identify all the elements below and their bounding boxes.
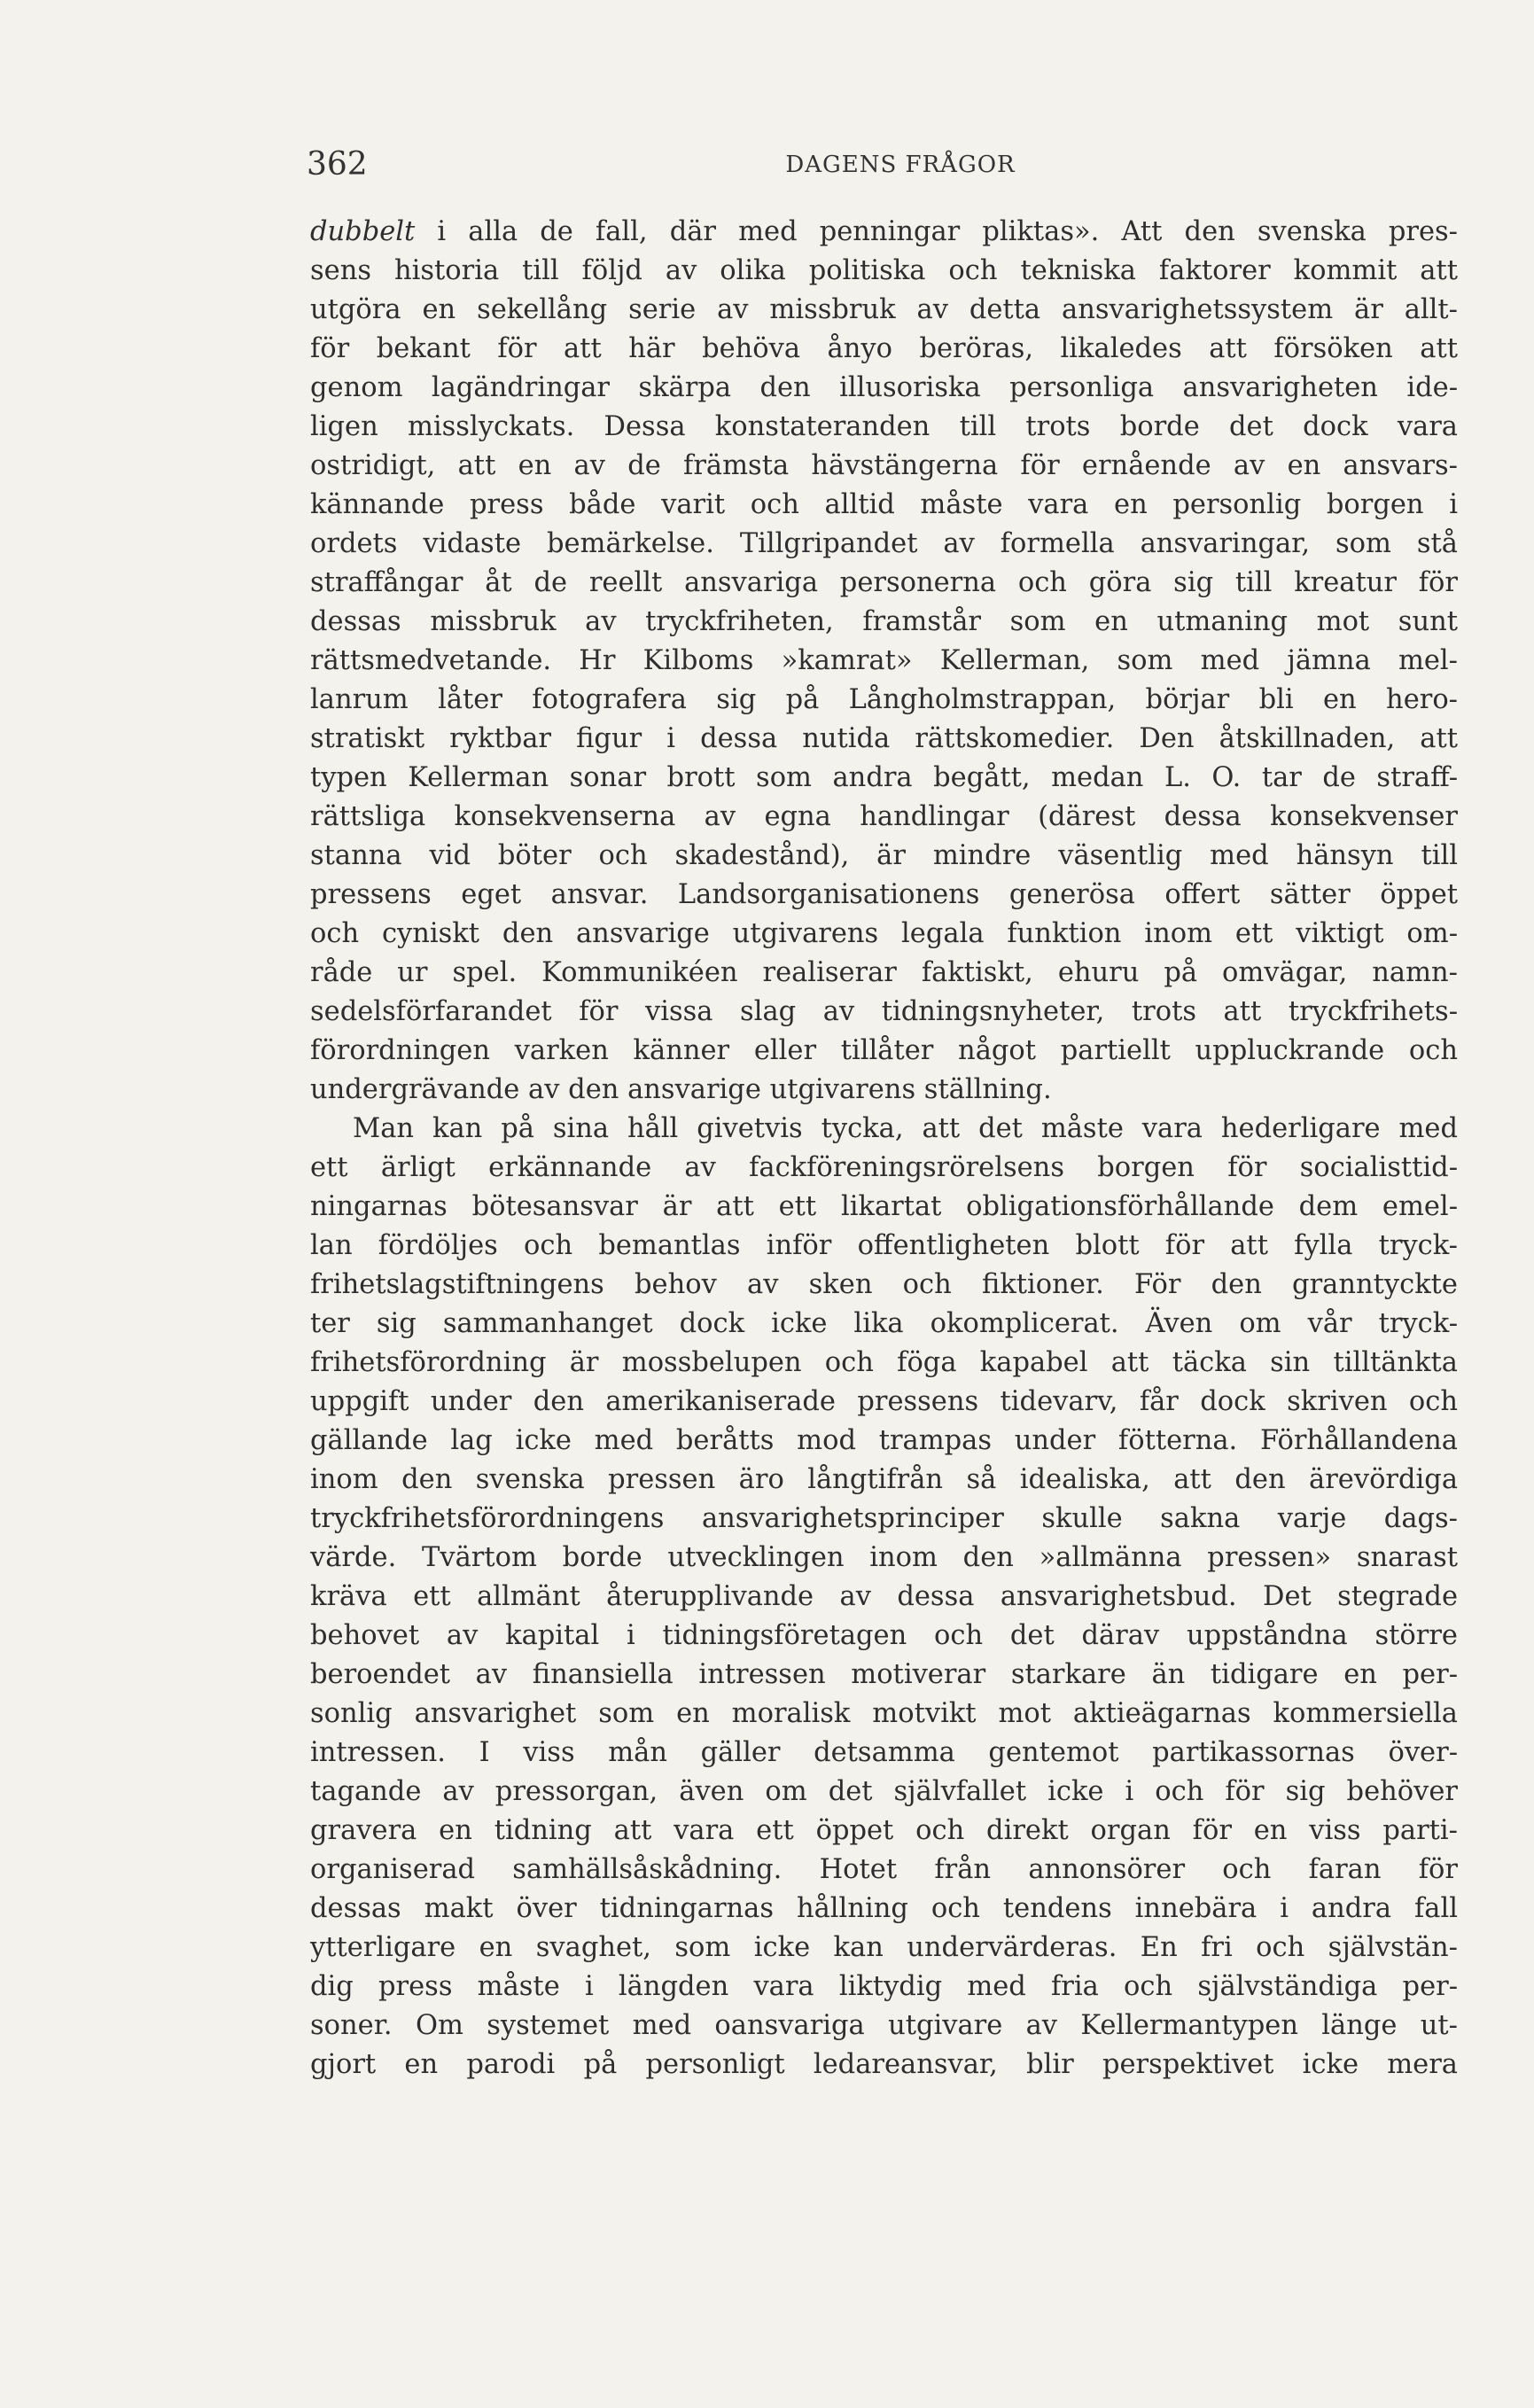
text-line [310,1188,1458,1227]
text-line [310,1890,1458,1929]
text-line [310,1851,1458,1890]
line-text: rättsliga konsekvenserna av egna handlingar (därest dessa konsekvenser [310,801,1458,832]
text-line [310,798,1458,837]
paragraph-2 [310,1110,1458,2085]
line-text: tryckfrihetsförordningens ansvarighetsprinciper skulle sakna varje dags- [310,1503,1458,1534]
text-line [310,954,1458,993]
text-line [310,2046,1458,2085]
line-text: organiserad samhällsåskådning. Hotet från annonsörer och faran för [310,1854,1458,1885]
running-title: DAGENS FRÅGOR [785,152,1016,178]
text-line [310,330,1458,369]
line-text: värde. Tvärtom borde utvecklingen inom den »allmänna pressen» snarast [310,1542,1458,1573]
line-text: ordets vidaste bemärkelse. Tillgripandet av formella ansvaringar, som stå [310,528,1458,559]
line-text: för bekant för att här behöva ånyo beröras, likaledes att försöken att [310,333,1458,364]
text-line [310,213,1458,252]
text-line [310,915,1458,954]
text-line [310,1578,1458,1617]
line-text: behovet av kapital i tidningsföretagen och det därav uppståndna större [310,1620,1458,1651]
text-line [310,1266,1458,1305]
text-line [310,369,1458,408]
line-text: uppgift under den amerikaniserade pressens tidevarv, får dock skriven och [310,1386,1458,1417]
text-line [310,1617,1458,1656]
line-text: ligen misslyckats. Dessa konstateranden till trots borde det dock vara [310,411,1458,442]
line-text: Man kan på sina håll givetvis tycka, att det måste vara hederligare med [353,1113,1458,1144]
text-line [310,759,1458,798]
text-line [310,291,1458,330]
line-text: undergrävande av den ansvarige utgivarens ställning. [310,1074,1052,1105]
italic-word: dubbelt [310,216,416,247]
text-line [310,1149,1458,1188]
line-text: sens historia till följd av olika politiska och tekniska faktorer kommit att [310,255,1458,286]
text-line [310,1461,1458,1500]
text-line [310,1110,1458,1149]
line-text: dessas makt över tidningarnas hållning och tendens innebära i andra fall [310,1893,1458,1924]
line-text: gjort en parodi på personligt ledareansvar, blir perspektivet icke mera [310,2049,1458,2080]
text-line [310,1500,1458,1539]
text-line [310,1305,1458,1344]
text-line [310,993,1458,1032]
line-text: straffångar åt de reellt ansvariga personerna och göra sig till kreatur för [310,567,1458,598]
line-text: ostridigt, att en av de främsta hävstängerna för ernående av en ansvars- [310,450,1458,481]
text-line [310,681,1458,720]
line-text: intressen. I viss mån gäller detsamma gentemot partikassornas över- [310,1737,1458,1768]
text-line [310,1968,1458,2007]
line-text: ytterligare en svaghet, som icke kan undervärderas. En fri och självstän- [310,1932,1458,1963]
line-text: gravera en tidning att vara ett öppet och direkt organ för en viss parti- [310,1815,1458,1846]
line-text: förordningen varken känner eller tillåter något partiellt uppluckrande och [310,1035,1458,1066]
text-line [310,642,1458,681]
body-text [310,213,1458,2085]
line-text: pressens eget ansvar. Landsorganisationens generösa offert sätter öppet [310,879,1458,910]
line-text: sonlig ansvarighet som en moralisk motvikt mot aktieägarnas kommersiella [310,1698,1458,1729]
line-text: ett ärligt erkännande av fackföreningsrörelsens borgen för socialisttid- [310,1152,1458,1183]
line-text: lanrum låter fotografera sig på Långholmstrappan, börjar bli en hero- [310,684,1458,715]
line-text: typen Kellerman sonar brott som andra begått, medan L. O. tar de straff- [310,762,1458,793]
text-line [310,1383,1458,1422]
text-line [310,486,1458,525]
line-text: dig press måste i längden vara liktydig med fria och självständiga per- [310,1971,1458,2002]
line-text: ter sig sammanhanget dock icke lika okomplicerat. Även om vår tryck- [310,1308,1458,1339]
line-text: lan fördöljes och bemantlas inför offentligheten blott för att fylla tryck- [310,1230,1458,1261]
line-text: inom den svenska pressen äro långtifrån så idealiska, att den ärevördiga [310,1464,1458,1495]
line-text: stanna vid böter och skadestånd), är mindre väsentlig med hänsyn till [310,840,1458,871]
line-text: tagande av pressorgan, även om det självfallet icke i och för sig behöver [310,1776,1458,1807]
text-line [310,1656,1458,1695]
text-line [310,1227,1458,1266]
line-text: genom lagändringar skärpa den illusoriska personliga ansvarigheten ide- [310,372,1458,403]
line-text: beroendet av finansiella intressen motiverar starkare än tidigare en per- [310,1659,1458,1690]
text-line [310,525,1458,564]
text-line [310,1929,1458,1968]
text-line [310,1071,1458,1110]
text-line [310,876,1458,915]
text-line [310,447,1458,486]
line-text: stratiskt ryktbar figur i dessa nutida rättskomedier. Den åtskillnaden, att [310,723,1458,754]
text-line [310,720,1458,759]
text-line [310,1734,1458,1773]
text-line [310,837,1458,876]
text-line [310,564,1458,603]
text-line [310,1539,1458,1578]
text-line [310,603,1458,642]
line-text: råde ur spel. Kommunikéen realiserar faktiskt, ehuru på omvägar, namn- [310,957,1458,988]
text-line [310,1773,1458,1812]
text-line [310,408,1458,447]
text-line [310,1344,1458,1383]
running-head [307,146,1459,191]
line-text: kräva ett allmänt återupplivande av dessa ansvarighetsbud. Det stegrade [310,1581,1458,1612]
line-text: gällande lag icke med beråtts mod trampas under fötterna. Förhållandena [310,1425,1458,1456]
line-text: sedelsförfarandet för vissa slag av tidningsnyheter, trots att tryckfrihets- [310,996,1458,1027]
line-text: ningarnas bötesansvar är att ett likartat obligationsförhållande dem emel- [310,1191,1458,1222]
page-number: 362 [307,146,368,183]
paragraph-1 [310,213,1458,1110]
line-text: utgöra en sekellång serie av missbruk av detta ansvarighetssystem är allt- [310,294,1458,325]
line-text: dessas missbruk av tryckfriheten, framstår som en utmaning mot sunt [310,606,1458,637]
text-line [310,1695,1458,1734]
text-line [310,1032,1458,1071]
text-line [310,1812,1458,1851]
line-text: kännande press både varit och alltid måste vara en personlig borgen i [310,489,1458,520]
line-text: i alla de fall, där med penningar pliktas». Att den svenska pres- [415,216,1458,247]
text-line [310,2007,1458,2046]
line-text: frihetslagstiftningens behov av sken och fiktioner. För den granntyckte [310,1269,1458,1300]
line-text: och cyniskt den ansvarige utgivarens legala funktion inom ett viktigt om- [310,918,1458,949]
text-line [310,252,1458,291]
line-text: soner. Om systemet med oansvariga utgivare av Kellermantypen länge ut- [310,2010,1458,2041]
text-line [310,1422,1458,1461]
line-text: rättsmedvetande. Hr Kilboms »kamrat» Kellerman, som med jämna mel- [310,645,1458,676]
line-text: frihetsförordning är mossbelupen och föga kapabel att täcka sin tilltänkta [310,1347,1458,1378]
